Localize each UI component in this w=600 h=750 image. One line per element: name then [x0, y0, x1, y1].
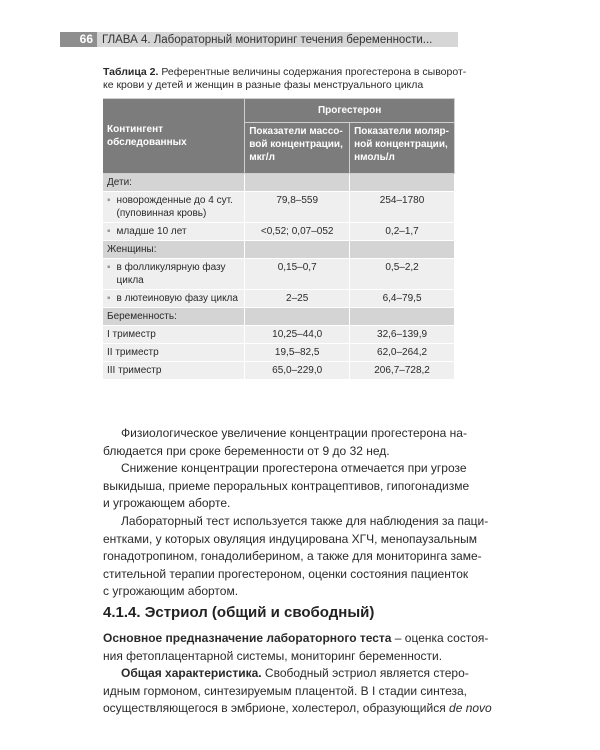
header-progesterone: Прогестерон: [245, 99, 455, 123]
italic-term: de novo: [449, 701, 492, 716]
body-text: [103, 425, 489, 601]
row-label-cell: [103, 259, 245, 290]
purpose-label: Основное предназначение лабораторного теста: [103, 631, 392, 645]
row-label: III триместр: [107, 365, 162, 376]
value-molar: [350, 174, 455, 192]
paragraph-line: Снижение концентрации прогестерона отмечается при угрозе: [121, 461, 467, 476]
section-heading: 4.1.4. Эстриол (общий и свободный): [103, 604, 375, 621]
value-mass: [245, 241, 350, 259]
table-row: [103, 344, 455, 362]
general-text: осуществляющегося в эмбрионе, холестерол, образующийся: [103, 701, 450, 716]
value-molar: 0,5–2,2: [350, 259, 455, 290]
paragraph-line: выкидыша, приеме пероральных контрацептивов, гипогонадизме: [103, 478, 470, 493]
row-label-cell: [103, 308, 245, 326]
table-row: [103, 259, 455, 290]
bullet-icon: ▪: [107, 195, 111, 206]
value-mass: [245, 174, 350, 192]
section-body: [103, 630, 492, 718]
table-row: [103, 326, 455, 344]
value-molar: [350, 308, 455, 326]
value-mass: [245, 308, 350, 326]
chapter-title: ГЛАВА 4. Лабораторный мониторинг течения беременности...: [102, 33, 433, 46]
table-row: [103, 362, 455, 380]
value-molar: 32,6–139,9: [350, 326, 455, 344]
value-mass: 10,25–44,0: [245, 326, 350, 344]
row-label: Дети:: [107, 177, 132, 188]
row-label: новорожденные до 4 сут. (пуповинная кровь): [116, 195, 233, 219]
table-row: [103, 174, 455, 192]
table-row: [103, 290, 455, 308]
paragraph-line: ентками, у которых овуляция индуцирована ХГЧ, менопаузальным: [103, 531, 477, 546]
value-molar: 0,2–1,7: [350, 223, 455, 241]
paragraph-line: с угрожающим абортом.: [103, 584, 239, 599]
header-mass: Показатели массо-вой концентрации, мкг/л: [245, 123, 350, 174]
row-label: I триместр: [107, 329, 156, 340]
header-contingent: Контингент обследованных: [103, 99, 245, 174]
header-molar: Показатели моляр-ной концентрации, нмоль/л: [350, 123, 455, 174]
paragraph-line: блюдается при сроке беременности от 9 до 32 нед.: [103, 443, 390, 458]
row-label: Беременность:: [107, 311, 177, 322]
paragraph-line: и угрожающем аборте.: [103, 496, 231, 511]
caption-text: ке крови у детей и женщин в разные фазы менструального цикла: [103, 79, 424, 91]
row-label-cell: [103, 241, 245, 259]
paragraph-line: Физиологическое увеличение концентрации прогестерона на-: [121, 426, 467, 440]
caption-text: Референтные величины содержания прогестерона в сыворот-: [161, 66, 467, 78]
row-label-cell: [103, 362, 245, 380]
table-caption: [103, 66, 467, 92]
general-text: идным гормоном, синтезируемым плацентой. В I стадии синтеза,: [103, 683, 468, 698]
paragraph-line: Лабораторный тест используется также для наблюдения за паци-: [121, 513, 489, 528]
row-label: в лютеиновую фазу цикла: [116, 293, 238, 304]
progesterone-table: [103, 98, 455, 380]
row-label: в фолликулярную фазу цикла: [116, 262, 226, 286]
caption-label: Таблица 2.: [103, 66, 159, 78]
row-label: II триместр: [107, 347, 159, 358]
purpose-text: ния фетоплацентарной системы, мониторинг беременности.: [103, 648, 443, 663]
paragraph-line: стительной терапии прогестероном, оценки состояния пациенток: [103, 566, 469, 581]
table-row: [103, 308, 455, 326]
bullet-icon: ▪: [107, 262, 111, 273]
value-mass: <0,52; 0,07–052: [245, 223, 350, 241]
value-mass: 0,15–0,7: [245, 259, 350, 290]
row-label-cell: [103, 174, 245, 192]
row-label: младше 10 лет: [116, 226, 187, 237]
value-molar: 206,7–728,2: [350, 362, 455, 380]
bullet-icon: ▪: [107, 293, 111, 304]
value-molar: 254–1780: [350, 192, 455, 223]
value-molar: 62,0–264,2: [350, 344, 455, 362]
page-number: 66: [60, 32, 97, 47]
row-label-cell: [103, 290, 245, 308]
table-row: [103, 241, 455, 259]
general-label: Общая характеристика.: [121, 666, 262, 681]
row-label-cell: [103, 223, 245, 241]
row-label-cell: [103, 344, 245, 362]
bullet-icon: ▪: [107, 226, 111, 237]
row-label-cell: [103, 326, 245, 344]
paragraph-line: гонадотропином, гонадолиберином, а также для мониторинга заме-: [103, 549, 482, 564]
value-mass: 65,0–229,0: [245, 362, 350, 380]
value-mass: 19,5–82,5: [245, 344, 350, 362]
row-label-cell: [103, 192, 245, 223]
value-mass: 2–25: [245, 290, 350, 308]
table-row: [103, 223, 455, 241]
running-header: [60, 32, 458, 47]
table-row: [103, 192, 455, 223]
row-label: Женщины:: [107, 244, 157, 255]
general-text: Свободный эстриол является стеро-: [261, 666, 469, 681]
value-molar: [350, 241, 455, 259]
value-mass: 79,8–559: [245, 192, 350, 223]
purpose-text: – оценка состоя-: [391, 631, 489, 645]
value-molar: 6,4–79,5: [350, 290, 455, 308]
